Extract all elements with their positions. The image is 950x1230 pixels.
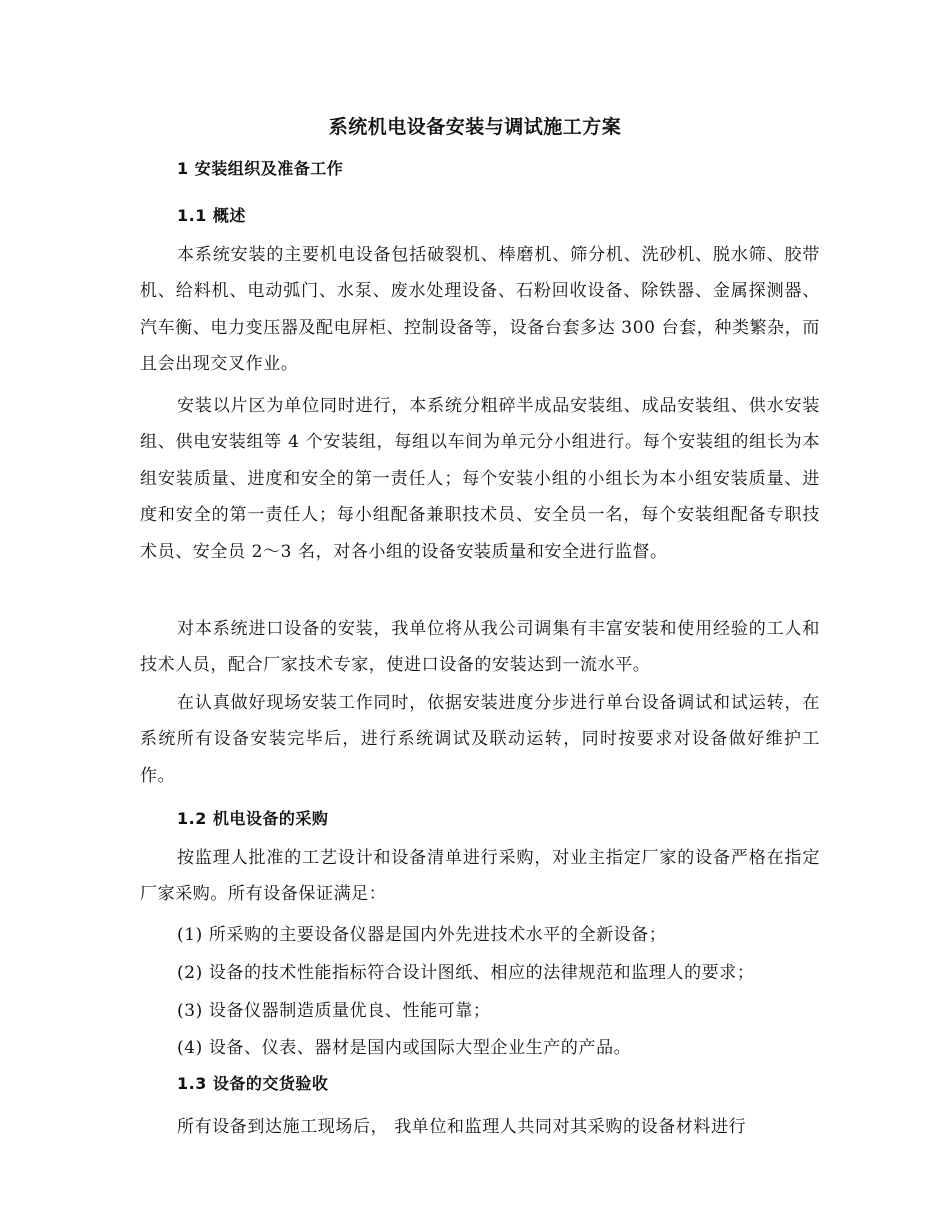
list-item: (2) 设备的技术性能指标符合设计图纸、相应的法律规范和监理人的要求； — [177, 963, 755, 983]
paragraph-overview-equipment: 本系统安装的主要机电设备包括破裂机、棒磨机、筛分机、洗砂机、脱水筛、胶带机、给料机、电动弧门、水泵、废水处理设备、石粉回收设备、除铁器、金属探测器、汽车衡、电力变压器及配电屏柜、控制设备等，设备台套多达 300 台套，种类繁杂，而且会出现交叉作业。 — [140, 245, 820, 375]
list-item: (1) 所采购的主要设备仪器是国内外先进技术水平的全新设备； — [177, 925, 667, 945]
paragraph-overview-imported-equipment: 对本系统进口设备的安装，我单位将从我公司调集有丰富安装和使用经验的工人和技术人员，配合厂家技术专家，使进口设备的安装达到一流水平。 — [140, 619, 820, 676]
paragraph-overview-organization: 安装以片区为单位同时进行，本系统分粗碎半成品安装组、成品安装组、供水安装组、供电安装组等 4 个安装组，每组以车间为单元分小组进行。每个安装组的组长为本组安装质量、进度和安全的第一责任人；每个安装小组的小组长为本小组安装质量、进度和安全的第一责任人；每小组配备兼职技术员、安全员一名，每个安装组配备专职技术员、安全员 2～3 名，对各小组的设备安装质量和安全进行监督。 — [140, 396, 820, 562]
section-heading-1: 1 安装组织及准备工作 — [177, 159, 344, 178]
section-heading-1-1: 1.1 概述 — [177, 206, 246, 225]
paragraph-delivery-acceptance: 所有设备到达施工现场后， 我单位和监理人共同对其采购的设备材料进行 — [177, 1117, 747, 1137]
list-item: (4) 设备、仪表、器材是国内或国际大型企业生产的产品。 — [177, 1038, 632, 1058]
section-heading-1-2: 1.2 机电设备的采购 — [177, 809, 329, 828]
document-title: 系统机电设备安装与调试施工方案 — [328, 116, 622, 138]
section-heading-1-3: 1.3 设备的交货验收 — [177, 1074, 329, 1093]
paragraph-procurement: 按监理人批准的工艺设计和设备清单进行采购，对业主指定厂家的设备严格在指定厂家采购。所有设备保证满足： — [140, 848, 820, 905]
list-item: (3) 设备仪器制造质量优良、性能可靠； — [177, 1001, 491, 1021]
paragraph-overview-commissioning: 在认真做好现场安装工作同时，依据安装进度分步进行单台设备调试和试运转，在系统所有设备安装完毕后，进行系统调试及联动运转，同时按要求对设备做好维护工作。 — [140, 693, 820, 786]
